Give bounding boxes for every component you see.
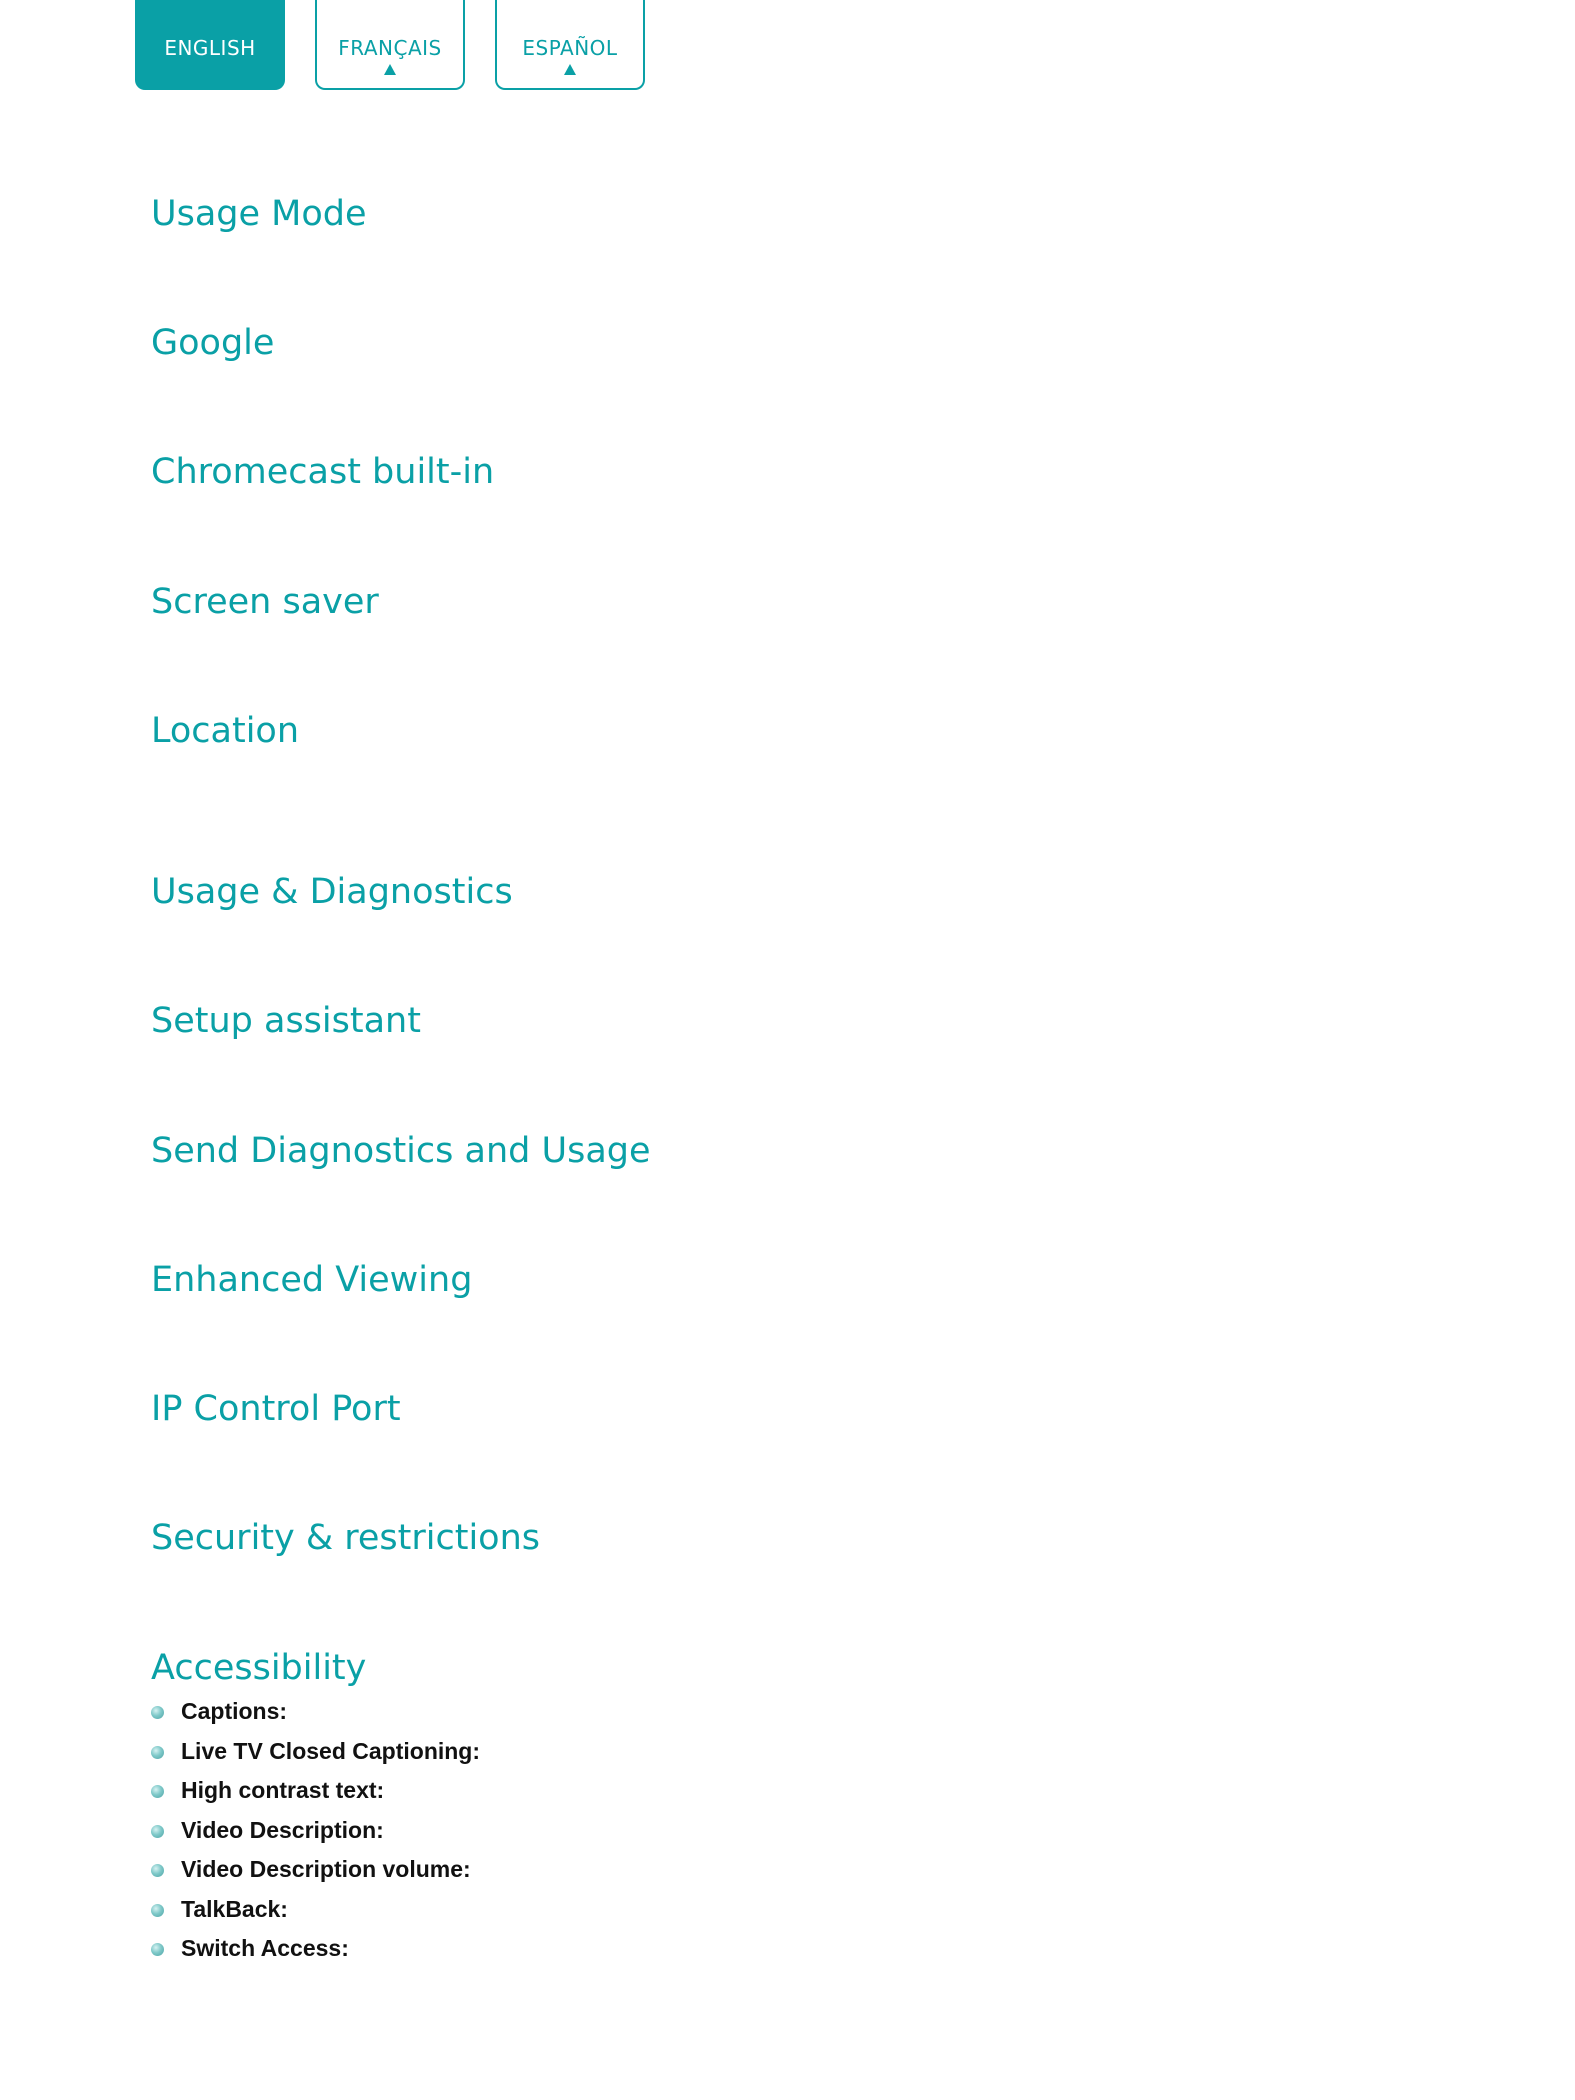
list-item-label: Switch Access: (181, 1935, 349, 1961)
triangle-up-icon (564, 64, 576, 75)
heading-usage-diagnostics[interactable]: Usage & Diagnostics (151, 872, 513, 912)
heading-google[interactable]: Google (151, 323, 275, 363)
list-item-label: Captions: (181, 1698, 288, 1724)
heading-send-diagnostics-and-usage[interactable]: Send Diagnostics and Usage (151, 1131, 651, 1171)
list-item (151, 1774, 480, 1814)
tab-english-label: ENGLISH (164, 36, 256, 60)
heading-accessibility[interactable]: Accessibility (151, 1648, 367, 1688)
heading-screen-saver[interactable]: Screen saver (151, 582, 379, 622)
tab-espanol[interactable] (495, 0, 645, 90)
heading-usage-mode[interactable]: Usage Mode (151, 194, 367, 234)
triangle-up-icon (384, 64, 396, 75)
heading-chromecast-built-in[interactable]: Chromecast built-in (151, 452, 495, 492)
list-item-label: Video Description: (181, 1816, 384, 1843)
tab-espanol-label: ESPAÑOL (522, 36, 618, 60)
bullet-icon (151, 1943, 164, 1956)
list-item-label: High contrast text: (181, 1777, 385, 1803)
bullet-icon (151, 1904, 164, 1917)
list-item-label: TalkBack: (181, 1895, 288, 1922)
list-item (151, 1853, 480, 1893)
list-item (151, 1932, 480, 1972)
bullet-icon (151, 1706, 164, 1719)
heading-ip-control-port[interactable]: IP Control Port (151, 1389, 401, 1429)
heading-enhanced-viewing[interactable]: Enhanced Viewing (151, 1260, 473, 1300)
accessibility-list (151, 1695, 480, 1972)
list-item-label: Video Description volume: (181, 1856, 471, 1882)
bullet-icon (151, 1746, 164, 1759)
tab-english[interactable] (135, 0, 285, 90)
heading-setup-assistant[interactable]: Setup assistant (151, 1001, 421, 1041)
tab-francais-label: FRANÇAIS (338, 36, 442, 60)
list-item (151, 1695, 480, 1735)
tab-francais[interactable] (315, 0, 465, 90)
bullet-icon (151, 1864, 164, 1877)
bullet-icon (151, 1785, 164, 1798)
list-item (151, 1893, 480, 1933)
list-item (151, 1814, 480, 1854)
list-item (151, 1735, 480, 1775)
heading-location[interactable]: Location (151, 711, 300, 751)
heading-security-restrictions[interactable]: Security & restrictions (151, 1518, 541, 1558)
list-item-label: Live TV Closed Captioning: (181, 1737, 481, 1764)
bullet-icon (151, 1825, 164, 1838)
